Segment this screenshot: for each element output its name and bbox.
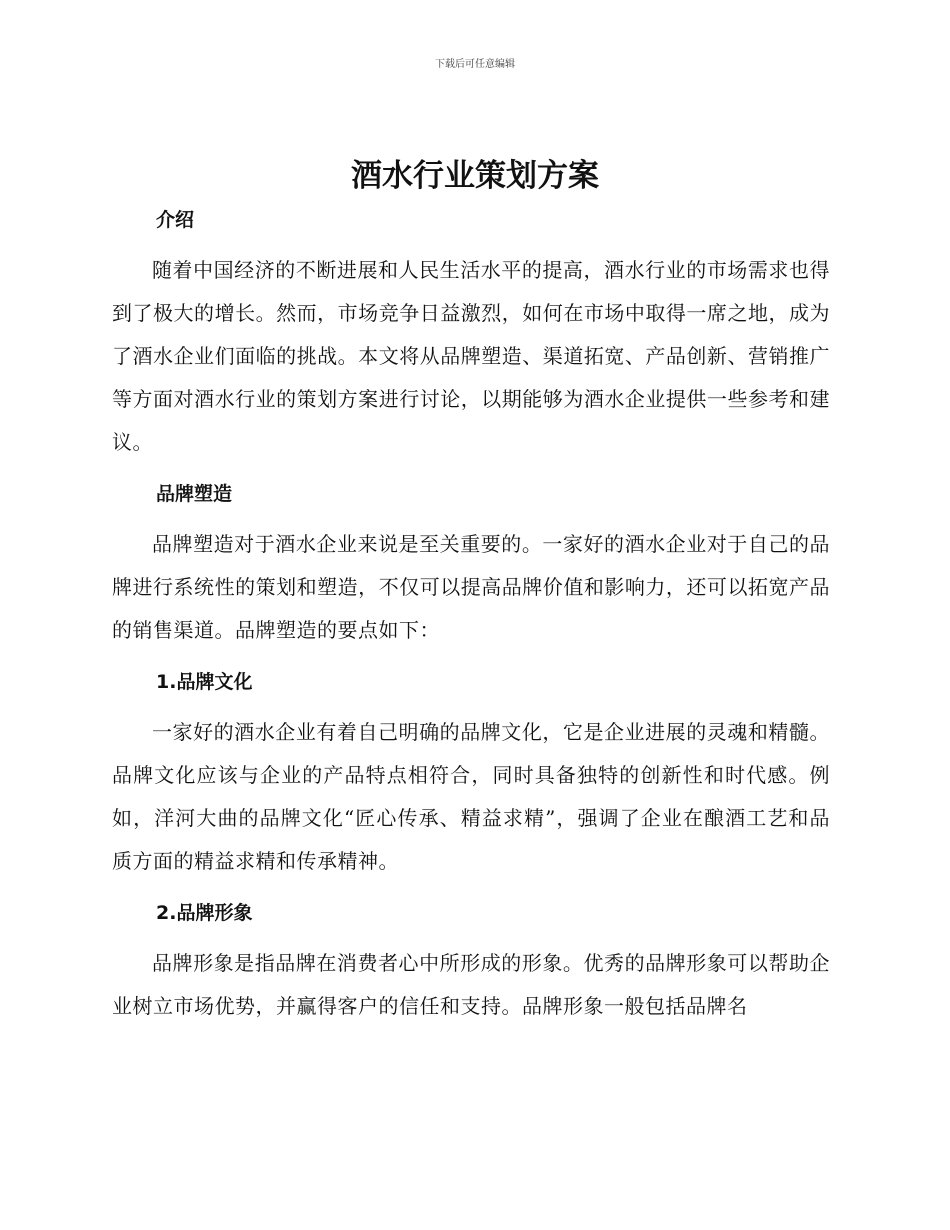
section-paragraph: 品牌形象是指品牌在消费者心中所形成的形象。优秀的品牌形象可以帮助企业树立市场优势，并赢得客户的信任和支持。品牌形象一般包括品牌名 (112, 951, 830, 1018)
section-heading: 2.品牌形象 (156, 902, 253, 924)
section-heading: 品牌塑造 (156, 483, 233, 505)
section-paragraph: 随着中国经济的不断进展和人民生活水平的提高，酒水行业的市场需求也得到了极大的增长。然而，市场竞争日益激烈，如何在市场中取得一席之地，成为了酒水企业们面临的挑战。本文将从品牌塑造、渠道拓宽、产品创新、营销推广等方面对酒水行业的策划方案进行讨论，以期能够为酒水企业提供一些参考和建议。 (112, 258, 830, 454)
section-heading: 介绍 (156, 209, 195, 231)
section-brand-culture (112, 664, 830, 883)
section-paragraph: 品牌塑造对于酒水企业来说是至关重要的。一家好的酒水企业对于自己的品牌进行系统性的策划和塑造，不仅可以提高品牌价值和影响力，还可以拓宽产品的销售渠道。品牌塑造的要点如下： (112, 532, 830, 642)
section-brand-building (112, 476, 830, 652)
document-title: 酒水行业策划方案 (351, 158, 599, 194)
document-body (112, 202, 830, 1040)
section-heading: 1.品牌文化 (156, 671, 253, 693)
section-paragraph: 一家好的酒水企业有着自己明确的品牌文化，它是企业进展的灵魂和精髓。品牌文化应该与企业的产品特点相符合，同时具备独特的创新性和时代感。例如，洋河大曲的品牌文化“匠心传承、精益求精”，强调了企业在酿酒工艺和品质方面的精益求精和传承精神。 (112, 720, 830, 873)
section-introduction (112, 202, 830, 464)
page-header-note: 下载后可任意编辑 (435, 59, 515, 70)
section-brand-image (112, 895, 830, 1028)
